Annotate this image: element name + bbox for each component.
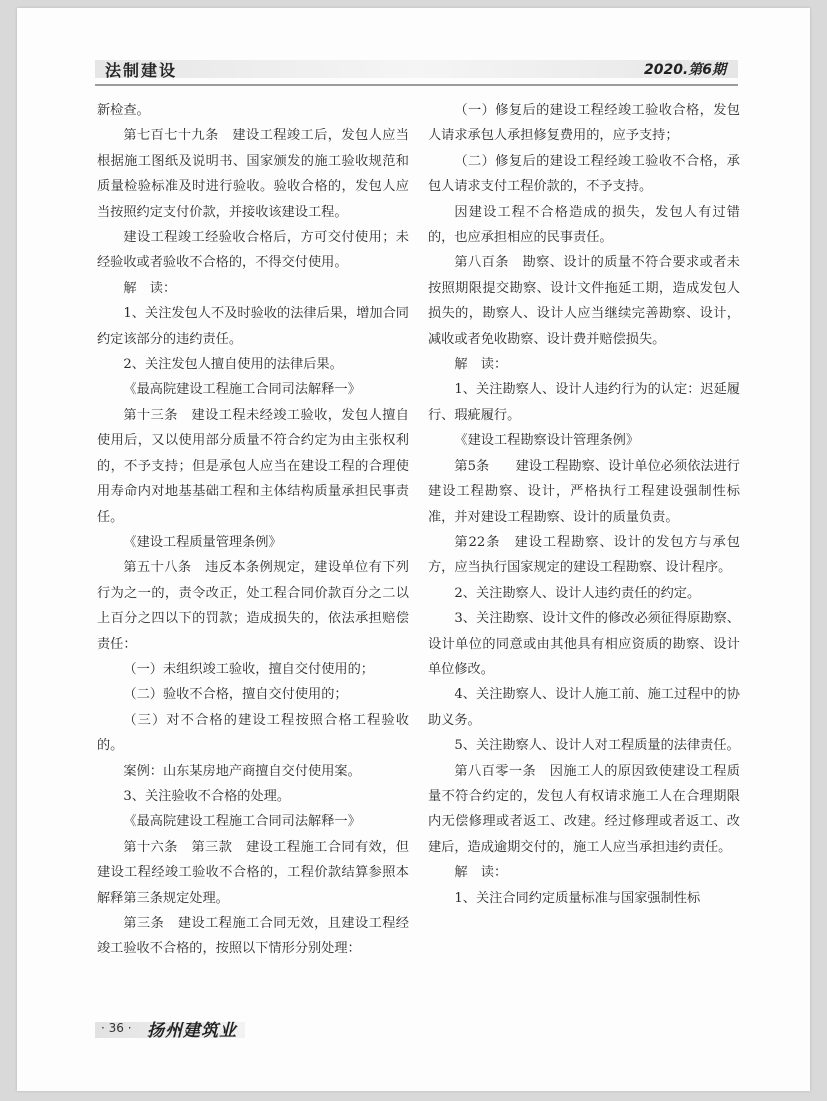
paragraph: 建设工程竣工经验收合格后，方可交付使用；未经验收或者验收不合格的，不得交付使用。 (97, 230, 409, 271)
paragraph: 第八百条 勘察、设计的质量不符合要求或者未按照期限提交勘察、设计文件拖延工期，造成发包人损失的，勘察人、设计人应当继续完善勘察、设计，减收或者免收勘察、设计费并赔偿损失。 (428, 255, 740, 347)
paragraph: 新检查。 (97, 103, 150, 118)
paragraph: 解 读： (123, 280, 177, 296)
page-header (95, 58, 738, 86)
paragraph: 第五十八条 违反本条例规定，建设单位有下列行为之一的，责令改正，处工程合同价款百分之二以上百分之四以下的罚款；造成损失的，依法承担赔偿责任： (97, 560, 409, 652)
paragraph: 4、关注勘察人、设计人施工前、施工过程中的协助义务。 (428, 687, 740, 728)
paragraph: 案例：山东某房地产商擅自交付使用案。 (123, 763, 361, 779)
section-title: 法制建设 (105, 61, 178, 80)
paragraph: 2、关注发包人擅自使用的法律后果。 (123, 357, 343, 373)
paragraph: 解 读： (454, 357, 508, 373)
paragraph: （三）对不合格的建设工程按照合格工程验收的。 (97, 712, 409, 754)
paragraph: 3、关注勘察、设计文件的修改必须征得原勘察、设计单位的同意或由其他具有相应资质的勘察、设计单位修改。 (428, 611, 740, 677)
page-footer (95, 1018, 250, 1042)
paragraph: 第5条 建设工程勘察、设计单位必须依法进行建设工程勘察、设计，严格执行工程建设强制性标准，并对建设工程勘察、设计的质量负责。 (428, 458, 740, 525)
paragraph: 1、关注勘察人、设计人违约行为的认定：迟延履行、瑕疵履行。 (428, 382, 740, 423)
paragraph: 《最高院建设工程施工合同司法解释一》 (123, 814, 361, 830)
paragraph: 第22条 建设工程勘察、设计的发包方与承包方，应当执行国家规定的建设工程勘察、设计程序。 (428, 534, 740, 576)
paragraph: 因建设工程不合格造成的损失，发包人有过错的，也应承担相应的民事责任。 (428, 204, 740, 246)
issue-label: 2020.第6期 (643, 62, 726, 78)
header-band (95, 60, 738, 78)
paragraph: 第八百零一条 因施工人的原因致使建设工程质量不符合约定的，发包人有权请求施工人在合理期限内无偿修理或者返工、改建。经过修理或者返工、改建后，造成逾期交付的，施工人应当承担违约责任。 (428, 763, 740, 855)
publication-logo: 扬州建筑业 (147, 1021, 237, 1041)
paragraph: 第十三条 建设工程未经竣工验收，发包人擅自使用后，又以使用部分质量不符合约定为由主张权利的，不予支持；但是承包人应当在建设工程的合理使用寿命内对地基基础工程和主体结构质量承担民事责任。 (97, 407, 409, 525)
paragraph: 第七百七十九条 建设工程竣工后，发包人应当根据施工图纸及说明书、国家颁发的施工验收规范和质量检验标准及时进行验收。验收合格的，发包人应当按照约定支付价款，并接收该建设工程。 (97, 128, 409, 220)
left-column (97, 98, 409, 962)
paragraph: 第十六条 第三款 建设工程施工合同有效，但建设工程经竣工验收不合格的，工程价款结算参照本解释第三条规定处理。 (97, 839, 409, 906)
right-column (428, 98, 740, 911)
paragraph: 第三条 建设工程施工合同无效，且建设工程经竣工验收不合格的，按照以下情形分别处理： (97, 916, 409, 957)
paragraph: 《最高院建设工程施工合同司法解释一》 (123, 382, 361, 398)
paragraph: 1、关注发包人不及时验收的法律后果，增加合同约定该部分的违约责任。 (97, 306, 409, 347)
paragraph: 《建设工程质量管理条例》 (123, 534, 282, 550)
paragraph: 《建设工程勘察设计管理条例》 (454, 433, 640, 449)
paragraph: （二）修复后的建设工程经竣工验收不合格，承包人请求支付工程价款的，不予支持。 (428, 153, 740, 195)
paragraph: 解 读： (454, 865, 508, 881)
paragraph: （一）修复后的建设工程经竣工验收合格，发包人请求承包人承担修复费用的，应予支持； (428, 103, 740, 144)
paragraph: 5、关注勘察人、设计人对工程质量的法律责任。 (454, 738, 740, 754)
paragraph: （一）未组织竣工验收，擅自交付使用的； (123, 661, 374, 677)
page-number: · 36 · (101, 1021, 132, 1035)
paragraph: 2、关注勘察人、设计人违约责任的约定。 (454, 585, 701, 601)
paragraph: 3、关注验收不合格的处理。 (123, 788, 291, 804)
paragraph: （二）验收不合格，擅自交付使用的； (123, 687, 348, 703)
paragraph: 1、关注合同约定质量标准与国家强制性标 (454, 890, 701, 906)
